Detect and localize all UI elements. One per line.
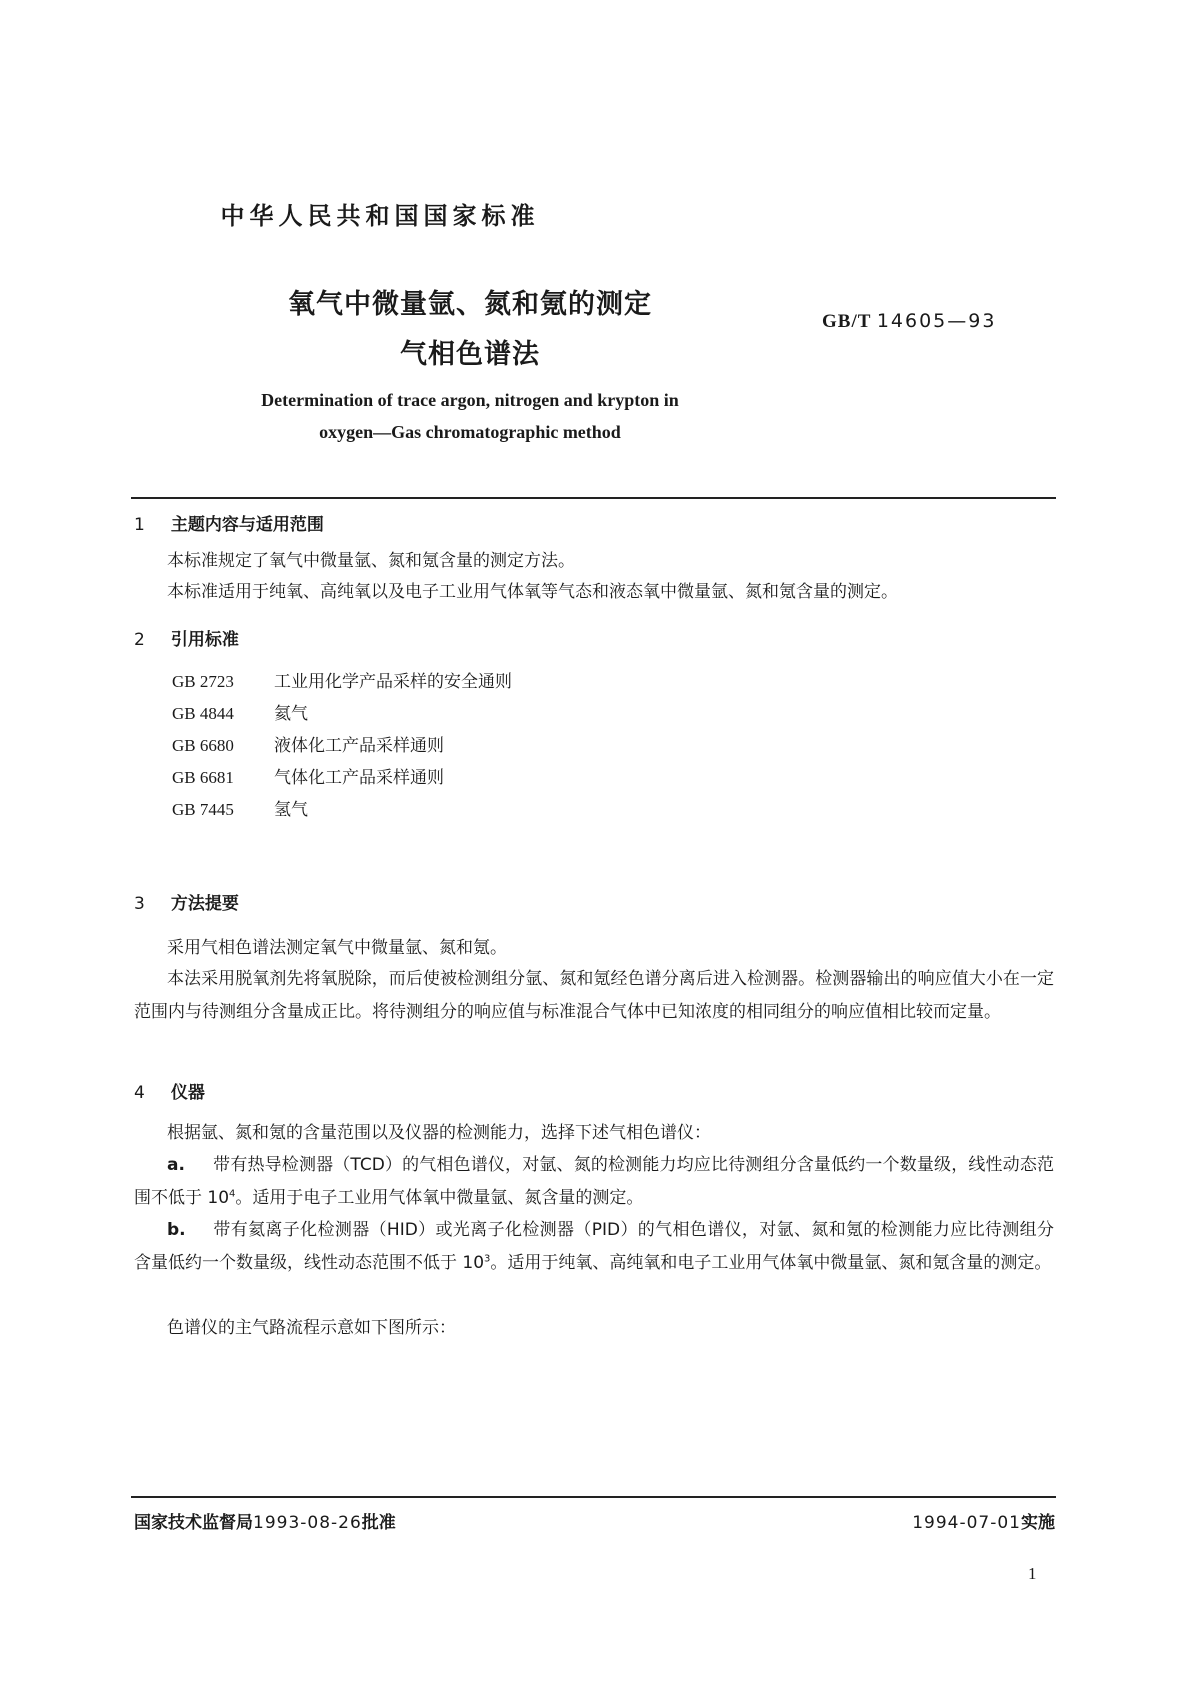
- english-title-line2: oxygen—Gas chromatographic method: [319, 422, 621, 442]
- section-3-heading: [134, 889, 239, 914]
- implementation-suffix: 实施: [1021, 1513, 1055, 1533]
- national-standard-header: 中华人民共和国国家标准: [220, 202, 540, 230]
- reference-code: GB 6680: [172, 736, 234, 755]
- document-title-line2: 气相色谱法: [400, 339, 540, 370]
- section-4-intro: 根据氩、氮和氪的含量范围以及仪器的检测能力，选择下述气相色谱仪：: [167, 1123, 711, 1143]
- approval-org: 国家技术监督局: [134, 1513, 253, 1533]
- reference-code: GB 6681: [172, 768, 234, 787]
- section-number: 4: [134, 1083, 145, 1103]
- reference-code: GB 2723: [172, 672, 234, 691]
- section-4-closing: 色谱仪的主气路流程示意如下图所示：: [167, 1318, 456, 1338]
- reference-item: [172, 794, 512, 826]
- reference-item: [172, 666, 512, 698]
- section-1-paragraph-1: 本标准规定了氧气中微量氩、氮和氪含量的测定方法。: [167, 551, 575, 571]
- section-title: 引用标准: [170, 630, 239, 650]
- reference-name: 液体化工产品采样通则: [274, 736, 444, 756]
- standard-code: 14605—93: [876, 310, 997, 332]
- item-text-tail: 。适用于纯氧、高纯氧和电子工业用气体氧中微量氩、氮和氪含量的测定。: [490, 1253, 1052, 1273]
- section-number: 2: [134, 630, 145, 650]
- section-1-paragraph-2: 本标准适用于纯氧、高纯氧以及电子工业用气体氧等气态和液态氧中微量氩、氮和氪含量的测定。: [167, 582, 898, 602]
- approval-info: [134, 1508, 396, 1533]
- reference-list: [172, 666, 512, 826]
- header-divider: [131, 497, 1056, 499]
- reference-item: [172, 730, 512, 762]
- standard-prefix: GB/T: [822, 311, 872, 332]
- reference-item: [172, 698, 512, 730]
- item-text-tail: 。适用于电子工业用气体氧中微量氩、氮含量的测定。: [235, 1188, 644, 1208]
- section-2-heading: [134, 625, 239, 650]
- exponent: 3: [484, 1253, 491, 1265]
- implementation-date: 1994-07-01: [912, 1513, 1021, 1533]
- standard-number: [822, 310, 996, 333]
- footer-divider: [131, 1496, 1056, 1498]
- reference-name: 气体化工产品采样通则: [274, 768, 444, 788]
- item-label: b.: [167, 1220, 186, 1240]
- instrument-item-b: [134, 1214, 1054, 1280]
- item-text: 带有氦离子化检测器（HID）或光离子化检测器（PID）的气相色谱仪，对氩、氮和氪的检测能力应比待测组分含量低约一个数量级，线性动态范围不低于 10: [134, 1220, 1054, 1273]
- section-3-paragraph-2: 本法采用脱氧剂先将氧脱除，而后使被检测组分氩、氮和氪经色谱分离后进入检测器。检测器输出的响应值大小在一定范围内与待测组分含量成正比。将待测组分的响应值与标准混合气体中已知浓度的相同组分的响应值相比较而定量。: [134, 969, 1054, 1022]
- approval-date: 1993-08-26: [253, 1513, 362, 1533]
- reference-name: 氦气: [274, 704, 308, 724]
- document-title-line1: 氧气中微量氩、氮和氪的测定: [288, 289, 652, 320]
- section-1-heading: [134, 510, 324, 535]
- section-3-paragraph-1: 采用气相色谱法测定氧气中微量氩、氮和氪。: [167, 938, 507, 958]
- section-4-heading: [134, 1078, 205, 1103]
- item-text: 带有热导检测器（TCD）的气相色谱仪，对氩、氮的检测能力均应比待测组分含量低约一个数量级，线性动态范围不低于 10: [134, 1155, 1054, 1208]
- section-title: 方法提要: [170, 894, 239, 914]
- reference-name: 工业用化学产品采样的安全通则: [274, 672, 512, 692]
- section-number: 1: [134, 515, 145, 535]
- item-label: a.: [167, 1155, 185, 1175]
- english-title-line1: Determination of trace argon, nitrogen and krypton in: [261, 390, 679, 410]
- implementation-info: [912, 1508, 1055, 1533]
- reference-item: [172, 762, 512, 794]
- instrument-item-a: [134, 1149, 1054, 1215]
- section-title: 仪器: [170, 1083, 205, 1103]
- reference-code: GB 7445: [172, 800, 234, 819]
- exponent: 4: [229, 1188, 236, 1200]
- approval-suffix: 批准: [361, 1513, 396, 1533]
- section-number: 3: [134, 894, 145, 914]
- page-number: 1: [1028, 1564, 1037, 1583]
- section-title: 主题内容与适用范围: [170, 515, 324, 535]
- reference-name: 氢气: [274, 800, 308, 820]
- reference-code: GB 4844: [172, 704, 234, 723]
